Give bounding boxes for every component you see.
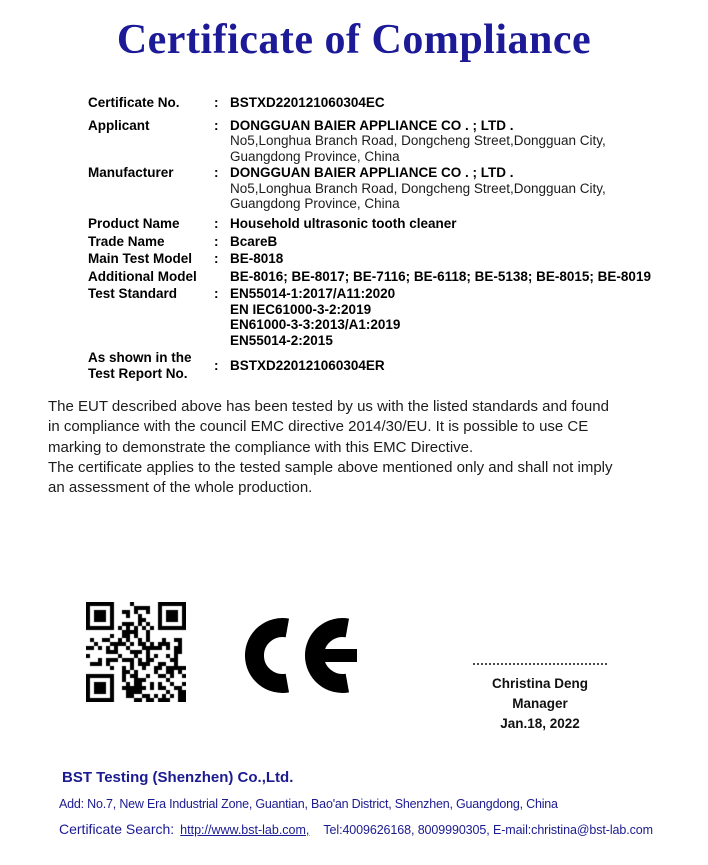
page-title: Certificate of Compliance — [116, 17, 592, 63]
field-certificate-no — [88, 95, 690, 111]
field-manufacturer — [88, 165, 690, 212]
applicant-company: DONGGUAN BAIER APPLIANCE CO . ; LTD . — [230, 117, 514, 133]
ce-mark-icon — [245, 617, 357, 694]
signature-block — [450, 663, 630, 734]
test-standard-list — [230, 286, 690, 348]
field-colon: : — [214, 165, 219, 180]
statement-line-1: The EUT described above has been tested by us with the listed standards and found — [48, 398, 609, 415]
field-main-test-model — [88, 251, 690, 267]
field-colon: : — [214, 233, 219, 249]
field-applicant — [88, 118, 690, 165]
signer-role: Manager — [512, 696, 568, 711]
field-colon: : — [214, 251, 219, 266]
test-standard-1: EN55014-1:2017/A11:2020 — [230, 286, 396, 301]
statement-line-5: an assessment of the whole production. — [48, 479, 313, 497]
field-label: Manufacturer — [88, 165, 174, 180]
manufacturer-company: DONGGUAN BAIER APPLIANCE CO . ; LTD . — [230, 165, 514, 180]
manufacturer-address-line1: No5,Longhua Branch Road, Dongcheng Street,Dongguan City, — [230, 180, 606, 196]
field-label: Main Test Model — [88, 251, 193, 266]
field-label: Trade Name — [88, 233, 165, 249]
field-colon: : — [214, 117, 219, 133]
field-colon: : — [214, 95, 219, 110]
signature-date: Jan.18, 2022 — [500, 716, 580, 731]
compliance-statement — [48, 397, 673, 498]
test-standard-3: EN61000-3-3:2013/A1:2019 — [230, 317, 401, 332]
field-colon: : — [214, 215, 219, 231]
lab-address: Add: No.7, New Era Industrial Zone, Guantian, Bao'an District, Shenzhen, Guangdong, China — [59, 797, 558, 811]
field-label: Certificate No. — [88, 95, 180, 110]
statement-line-4: The certificate applies to the tested sample above mentioned only and shall not imply — [48, 458, 613, 476]
field-label: Applicant — [88, 117, 150, 133]
field-product-name — [88, 216, 690, 232]
product-name-value: Household ultrasonic tooth cleaner — [230, 215, 457, 231]
statement-line-2: in compliance with the council EMC directive 2014/30/EU. It is possible to use CE — [48, 418, 589, 436]
field-additional-model — [88, 269, 690, 285]
certificate-search-label: Certificate Search: — [59, 821, 175, 837]
test-standard-4: EN55014-2:2015 — [230, 332, 333, 348]
additional-model-value: BE-8016; BE-8017; BE-7116; BE-6118; BE-5138; BE-8015; BE-8019 — [230, 268, 651, 284]
test-report-label-line1: As shown in the — [88, 350, 192, 365]
trade-name-value: BcareB — [230, 233, 278, 249]
applicant-value — [230, 118, 690, 165]
field-label: Product Name — [88, 215, 180, 231]
field-label — [88, 350, 214, 381]
signer-name: Christina Deng — [491, 676, 588, 691]
field-test-standard — [88, 286, 690, 348]
qr-code-icon — [86, 602, 186, 702]
field-colon: : — [214, 286, 219, 301]
lab-company-name: BST Testing (Shenzhen) Co.,Ltd. — [62, 769, 294, 786]
test-report-label-line2: Test Report No. — [88, 365, 188, 381]
statement-line-3: marking to demonstrate the compliance with this EMC Directive. — [48, 438, 474, 456]
certificate-number-value: BSTXD220121060304EC — [230, 95, 385, 110]
manufacturer-value — [230, 165, 690, 212]
certificate-fields — [88, 95, 690, 381]
main-test-model-value: BE-8018 — [230, 251, 284, 266]
applicant-address-line1: No5,Longhua Branch Road, Dongcheng Street,Dongguan City, — [230, 133, 606, 148]
field-trade-name — [88, 234, 690, 250]
test-report-number-value: BSTXD220121060304ER — [230, 357, 385, 373]
certificate-search-link[interactable]: http://www.bst-lab.com, — [180, 823, 310, 837]
field-colon: : — [214, 357, 219, 373]
manufacturer-address-line2: Guangdong Province, China — [230, 196, 400, 211]
signature-dotted-line — [473, 663, 607, 665]
field-label: Additional Model — [88, 268, 197, 284]
contact-info: Tel:4009626168, 8009990305, E-mail:christina@bst-lab.com — [323, 823, 653, 837]
applicant-address-line2: Guangdong Province, China — [230, 148, 400, 164]
footer-search-row — [59, 821, 653, 837]
field-label: Test Standard — [88, 286, 178, 301]
test-standard-2: EN IEC61000-3-2:2019 — [230, 301, 372, 317]
field-test-report — [88, 350, 690, 381]
